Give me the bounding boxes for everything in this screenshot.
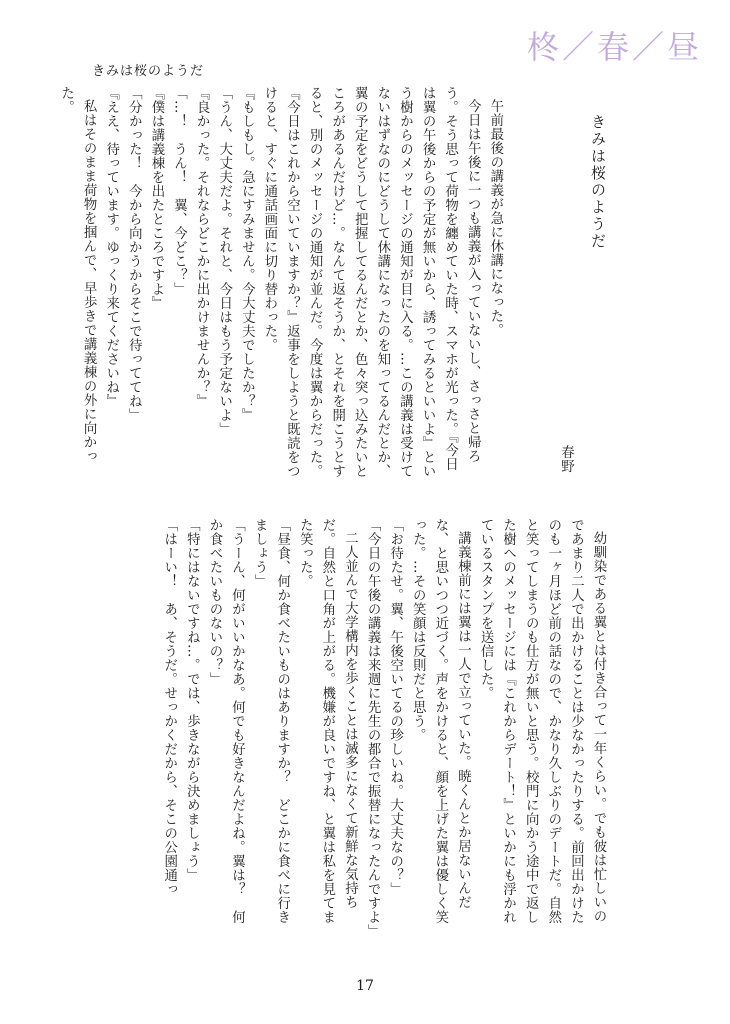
paragraph: 午前最後の講義が急に休講になった。 <box>487 99 503 338</box>
running-title: きみは桜のようだ <box>92 64 205 79</box>
dialogue-line: 『ええ、待っています。ゆっくり来てくださいね』 <box>103 86 119 408</box>
story-title: きみは桜のようだ <box>589 114 607 250</box>
dialogue-line: 「今日の午後の講義は来週に先生の都合で振替になったんですよ」 <box>365 518 381 938</box>
dialogue-line: 「分かった！ 今から向かうからそこで待っててね」 <box>126 86 142 422</box>
paragraph: 二人並んで大学構内を歩くことは滅多になくて新鮮な気持ちだ。自然と口角が上がる。機嫌が良いですね、と翼は私を見てまた笑った。 <box>297 518 358 924</box>
corner-title: 柊／春／昼 <box>526 28 702 66</box>
dialogue-line: 『もしもし。急にすみません。今大丈夫でしたか？』 <box>239 86 255 422</box>
dialogue-line: 「うん、大丈夫だよ。それと、今日はもう予定ないよ」 <box>216 86 232 436</box>
dialogue-line: 『僕は講義棟を出たところですよ』 <box>148 86 164 310</box>
paragraph: 講義棟前には翼は一人で立っていた。暁くんとか居ないんだな、と思いつつ近づく。声をかけると、顔を上げた翼は優しく笑った。…その笑顔は反則だと思う。 <box>410 518 471 924</box>
dialogue-line: 「特にはないですね…。では、歩きながら決めましょう」 <box>184 518 200 882</box>
top-text-block <box>58 86 609 479</box>
paragraph: 幼馴染である翼とは付き合って一年くらい。でも彼は忙しいのであまり二人で出かけることは少なかったりする。前回出かけたのも一ヶ月ほど前の話なので、かなり久しぶりのデートだ。自然と笑ってしまうのも仕方が無いと思う。校門に向かう途中で返した樹へのメッセージには『これからデート！』といかにも浮かれているスタンプを送信した。 <box>478 518 606 924</box>
paragraph: 私はそのまま荷物を掴んで、早歩きで講義棟の外に向かった。 <box>58 86 97 464</box>
author-name: 春野 <box>558 445 574 473</box>
dialogue-line: 「お待たせ。翼、午後空いてるの珍しいね。大丈夫なの？」 <box>387 518 403 896</box>
dialogue-line: 「…！ うん！ 翼、今どこ？」 <box>171 86 187 296</box>
dialogue-line: 「昼食、何か食べたいものはありますか？ どこかに食べに行きましょう」 <box>252 518 290 924</box>
dialogue-line: 「はーい！ あ、そうだ。せっかくだから、そこの公園通っ <box>161 518 177 896</box>
bottom-text-block <box>84 518 609 938</box>
paragraph: 今日は午後に一つも講義が入っていないし、さっさと帰ろう。そう思って荷物を纏めていた時、スマホが光った。『今日は翼の午後からの予定が無いから、誘ってみるといいよ』という樹からのメッセージの通知が目に入る。…この講義は受けてないはずなのにどうして休講になったのを知ってるんだとか、翼の予定をどうして把握してるんだとか、色々突っ込みたいところがあるんだけど…。なんて返そうか、とそれを開こうとすると、別のメッセージの通知が並んだ。今度は翼からだった。『今日はこれから空いていますか？』返事をしようと既読をつけると、すぐに通話画面に切り替わった。 <box>261 86 481 478</box>
page-number: 17 <box>356 978 374 994</box>
dialogue-line: 「うーん、何がいいかなあ。何でも好きなんだよね。翼は？ 何か食べたいものないの？」 <box>206 518 245 924</box>
dialogue-line: 『良かった。それならどこかに出かけませんか？』 <box>194 86 210 408</box>
